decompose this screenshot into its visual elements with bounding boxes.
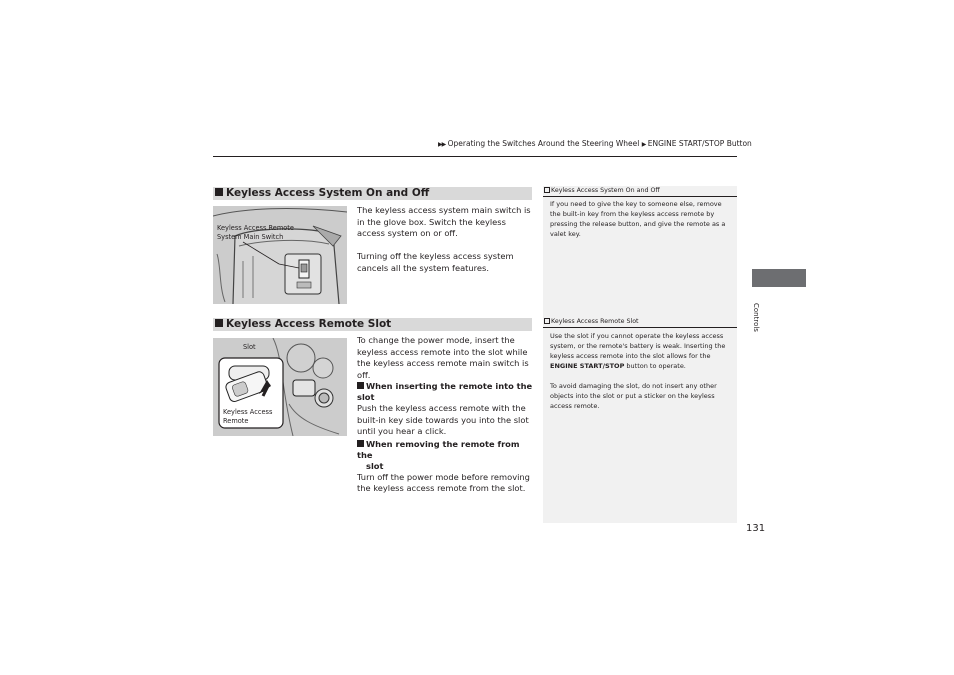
- chapter-tab-label: Controls: [752, 303, 760, 332]
- note-body-remote-slot: Use the slot if you cannot operate the keyless access system, or the remote's battery is weak. Inserting the keyless access remote into the slot allows for the ENGINE START/STOP button to operate. To avoid damaging the slot, do not insert any other objects into the slot or put a sticker on the keyless access remote.: [550, 332, 726, 410]
- section-heading-keyless-system: [213, 187, 532, 200]
- square-bullet-icon: [357, 382, 364, 389]
- notes-panel: [543, 186, 737, 523]
- paragraph: Turn off the power mode before removing the keyless access remote from the slot.: [357, 471, 530, 493]
- page-number: 131: [746, 523, 766, 534]
- section-title: Keyless Access Remote Slot: [226, 318, 392, 330]
- callout-remote: Keyless Access Remote: [223, 408, 273, 425]
- paragraph: The keyless access system main switch is in the glove box. Switch the keyless access system on or off.: [357, 205, 531, 238]
- breadcrumb-item-engine-start-stop[interactable]: ENGINE START/STOP Button: [647, 139, 752, 148]
- header-divider: [213, 156, 737, 157]
- breadcrumb: [438, 139, 752, 148]
- chapter-tab[interactable]: [752, 269, 806, 287]
- note-icon: [544, 318, 550, 324]
- note-heading-keyless-system: Keyless Access System On and Off: [543, 186, 737, 197]
- breadcrumb-item-steering-switches[interactable]: Operating the Switches Around the Steering Wheel: [447, 139, 640, 148]
- glove-box-illustration: [213, 206, 347, 304]
- subheading-removing: When removing the remote from the slot: [357, 438, 520, 471]
- square-bullet-icon: [215, 319, 223, 327]
- arrow-icon: ▶: [641, 141, 646, 148]
- paragraph: Turning off the keyless access system cancels all the system features.: [357, 251, 514, 273]
- square-bullet-icon: [357, 440, 364, 447]
- glove-box-drawing: [213, 206, 347, 304]
- note-body-keyless-system: If you need to give the key to someone else, remove the built-in key from the keyless access remote by pressing the release button, and give the remote as a valet key.: [550, 200, 726, 238]
- section1-body: [357, 205, 533, 274]
- note-heading-remote-slot: Keyless Access Remote Slot: [543, 317, 737, 328]
- section-title: Keyless Access System On and Off: [226, 187, 430, 199]
- callout-main-switch: Keyless Access Remote System Main Switch: [217, 224, 294, 241]
- paragraph: To change the power mode, insert the keyless access remote into the slot while the keyless access remote main switch is off.: [357, 335, 529, 380]
- note-icon: [544, 187, 550, 193]
- section-heading-remote-slot: [213, 318, 532, 331]
- callout-slot: Slot: [243, 343, 256, 351]
- square-bullet-icon: [215, 188, 223, 196]
- subheading-inserting: When inserting the remote into the slot: [357, 381, 533, 402]
- paragraph: Push the keyless access remote with the built-in key side towards you into the slot until you hear a click.: [357, 403, 529, 436]
- remote-slot-illustration: [213, 338, 347, 436]
- section2-body: [357, 335, 534, 495]
- double-arrow-icon: ▶▶: [438, 141, 446, 148]
